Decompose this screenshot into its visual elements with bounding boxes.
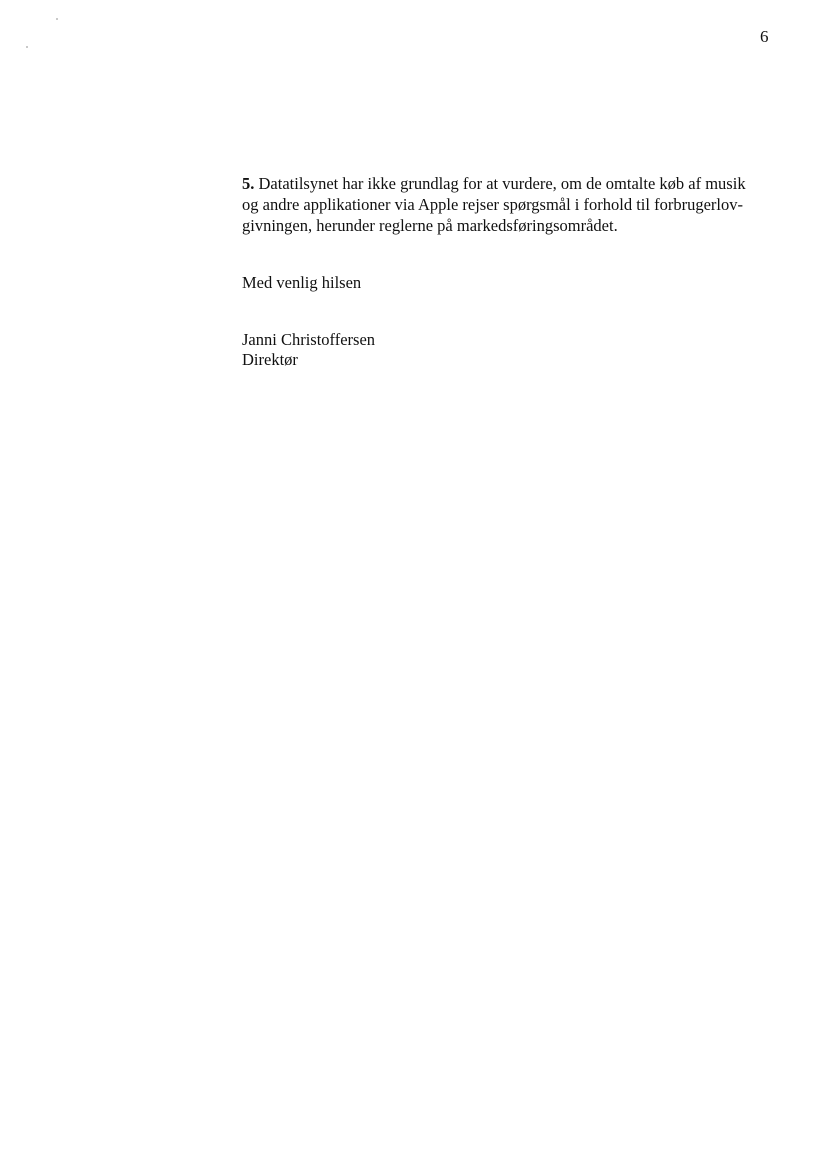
paragraph-line [242, 173, 762, 194]
page-number: 6 [760, 27, 769, 46]
signatory-title: Direktør [242, 350, 298, 369]
scan-speck [56, 18, 58, 20]
paragraph-line: givningen, herunder reglerne på markedsføringsområdet. [242, 216, 618, 235]
signatory-name: Janni Christoffersen [242, 330, 376, 349]
closing-greeting: Med venlig hilsen [242, 273, 362, 292]
signature-block [242, 330, 375, 370]
paragraph-line: og andre applikationer via Apple rejser spørgsmål i forhold til forbrugerlov- [242, 195, 743, 214]
section-number: 5. [242, 174, 255, 193]
paragraph-line-text: Datatilsynet har ikke grundlag for at vurdere, om de omtalte køb af musik [254, 174, 746, 193]
scan-speck [26, 46, 28, 48]
section-5-paragraph [242, 173, 762, 236]
